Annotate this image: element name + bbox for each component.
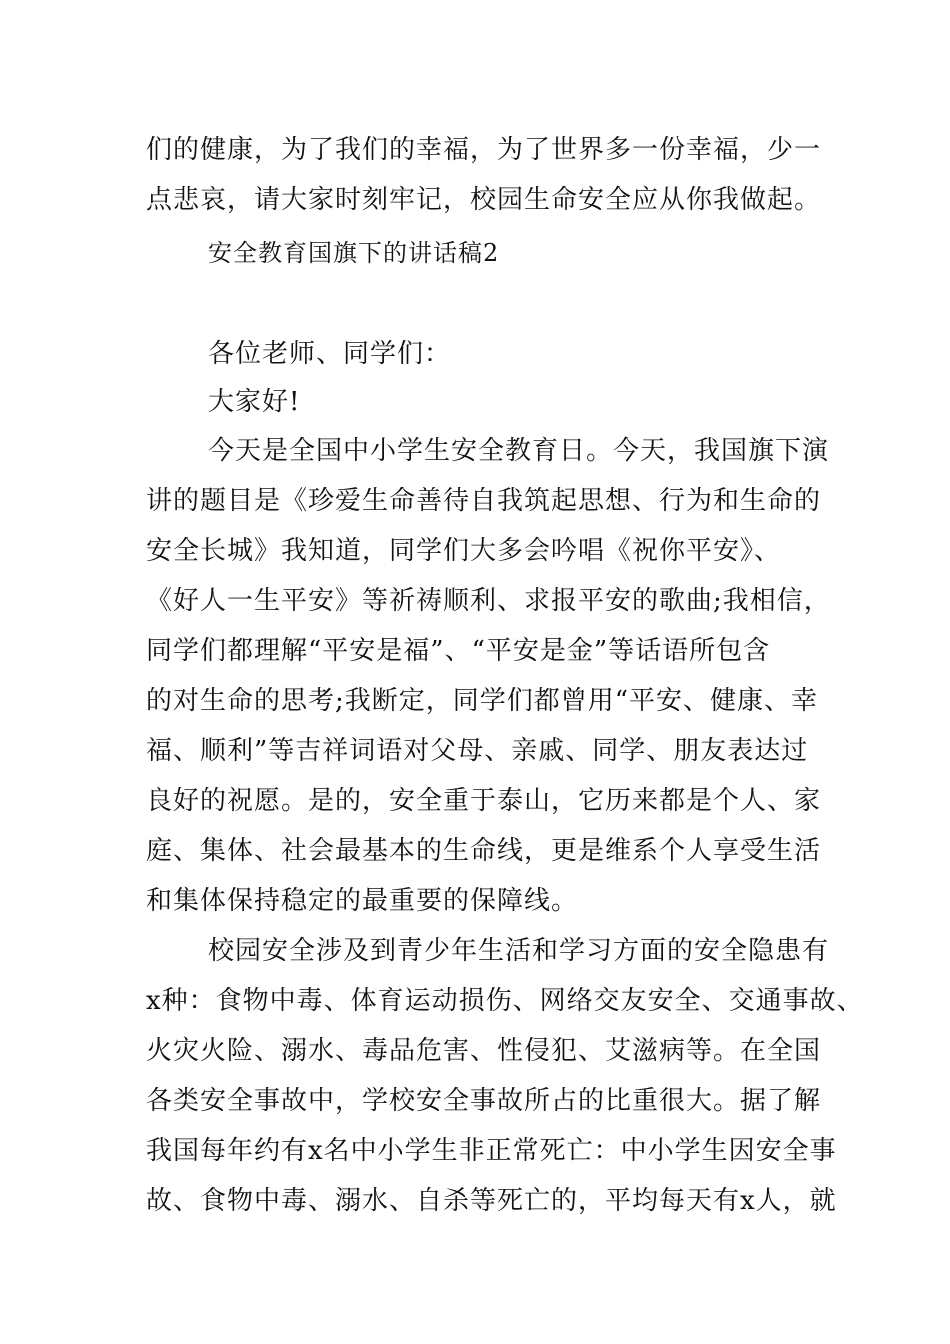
text-line: 《好人一生平安》等祈祷顺利、求报平安的歌曲;我相信， [146, 586, 831, 616]
text-line: 福、顺利”等吉祥词语对父母、亲戚、同学、朋友表达过 [146, 736, 809, 766]
text-line: 们的健康，为了我们的幸福，为了世界多一份幸福，少一 [146, 135, 822, 165]
salutation: 各位老师、同学们： [208, 339, 452, 369]
text-line: 安全长城》我知道，同学们大多会吟唱《祝你平安》、 [146, 536, 782, 566]
text-line: 火灾火险、溺水、毒品危害、性侵犯、艾滋病等。在全国 [146, 1036, 822, 1066]
text-line: 我国每年约有x名中小学生非正常死亡：中小学生因安全事 [146, 1136, 837, 1166]
greeting: 大家好! [208, 387, 301, 417]
text-line: 良好的祝愿。是的，安全重于泰山，它历来都是个人、家 [146, 786, 822, 816]
text-line: 和集体保持稳定的最重要的保障线。 [146, 886, 579, 916]
text-line: 讲的题目是《珍爱生命善待自我筑起思想、行为和生命的 [146, 486, 822, 516]
text-line: 今天是全国中小学生安全教育日。今天，我国旗下演 [208, 436, 830, 466]
text-line: 各类安全事故中，学校安全事故所占的比重很大。据了解 [146, 1086, 822, 1116]
text-line: 校园安全涉及到青少年生活和学习方面的安全隐患有 [208, 936, 830, 966]
text-line: 故、食物中毒、溺水、自杀等死亡的，平均每天有x人，就 [146, 1186, 837, 1216]
text-line: 庭、集体、社会最基本的生命线，更是维系个人享受生活 [146, 836, 822, 866]
text-line: 的对生命的思考;我断定，同学们都曾用“平安、健康、幸 [146, 686, 819, 716]
text-line: 同学们都理解“平安是福”、“平安是金”等话语所包含 [146, 636, 771, 666]
section-heading: 安全教育国旗下的讲话稿2 [208, 239, 500, 267]
text-line: 点悲哀，请大家时刻牢记，校园生命安全应从你我做起。 [146, 185, 822, 215]
text-line: x种：食物中毒、体育运动损伤、网络交友安全、交通事故、 [146, 986, 864, 1016]
